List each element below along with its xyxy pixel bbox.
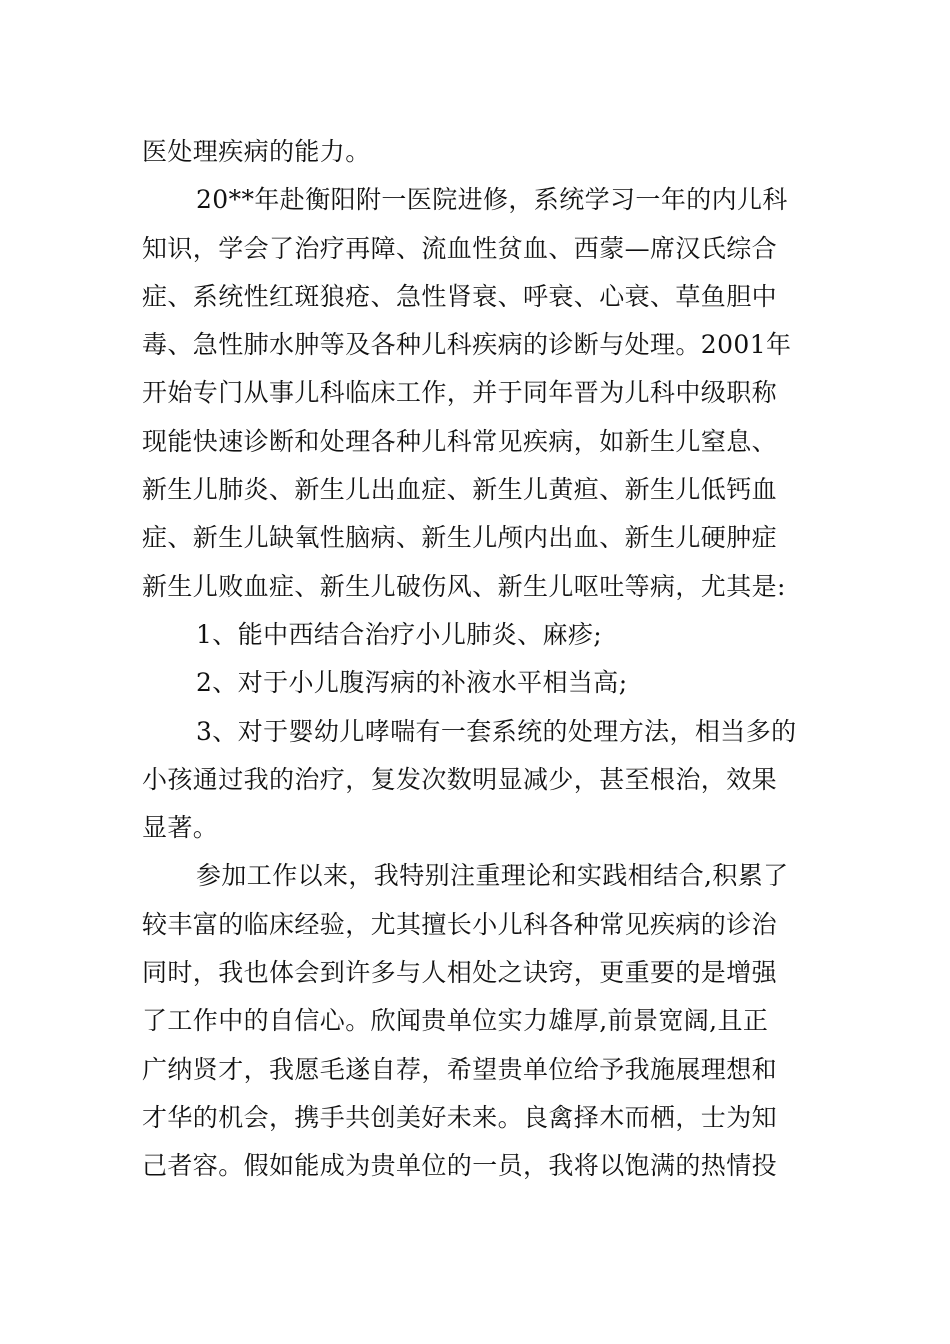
text-line: 开始专门从事儿科临床工作，并于同年晋为儿科中级职称 bbox=[142, 378, 778, 408]
text-line: 小孩通过我的治疗，复发次数明显减少，甚至根治，效果 bbox=[142, 764, 778, 794]
text-line: 了工作中的自信心。欣闻贵单位实力雄厚,前景宽阔,且正 bbox=[142, 1006, 769, 1036]
list-item-1: 1、能中西结合治疗小儿肺炎、麻疹; bbox=[196, 619, 603, 649]
text-line: 症、系统性红斑狼疮、急性肾衰、呼衰、心衰、草鱼胆中 bbox=[142, 281, 778, 311]
list-item-2: 2、对于小儿腹泻病的补液水平相当高; bbox=[196, 668, 628, 698]
text-line-paragraph-start: 参加工作以来，我特别注重理论和实践相结合,积累了 bbox=[196, 861, 789, 891]
text-line: 现能快速诊断和处理各种儿科常见疾病，如新生儿窒息、 bbox=[142, 426, 778, 456]
text-line: 知识，学会了治疗再障、流血性贫血、西蒙—席汉氏综合 bbox=[142, 233, 778, 263]
text-line: 同时，我也体会到许多与人相处之诀窍，更重要的是增强 bbox=[142, 958, 778, 988]
text-line: 才华的机会，携手共创美好未来。良禽择木而栖，士为知 bbox=[142, 1102, 778, 1132]
letter-body-text bbox=[142, 128, 812, 1191]
text-line: 症、新生儿缺氧性脑病、新生儿颅内出血、新生儿硬肿症 bbox=[142, 523, 778, 553]
text-line: 新生儿败血症、新生儿破伤风、新生儿呕吐等病，尤其是: bbox=[142, 571, 786, 601]
text-line: 医处理疾病的能力。 bbox=[142, 137, 371, 166]
text-line: 毒、急性肺水肿等及各种儿科疾病的诊断与处理。2001年 bbox=[142, 330, 792, 360]
text-line: 较丰富的临床经验，尤其擅长小儿科各种常见疾病的诊治 bbox=[142, 909, 778, 939]
list-item-3: 3、对于婴幼儿哮喘有一套系统的处理方法，相当多的 bbox=[196, 716, 797, 746]
text-line: 己者容。假如能成为贵单位的一员，我将以饱满的热情投 bbox=[142, 1151, 778, 1181]
text-line-paragraph-start: 20**年赴衡阳附一医院进修，系统学习一年的内儿科 bbox=[196, 185, 788, 215]
text-line: 广纳贤才，我愿毛遂自荐，希望贵单位给予我施展理想和 bbox=[142, 1054, 778, 1084]
text-line: 显著。 bbox=[142, 813, 219, 843]
text-line: 新生儿肺炎、新生儿出血症、新生儿黄疸、新生儿低钙血 bbox=[142, 475, 778, 505]
